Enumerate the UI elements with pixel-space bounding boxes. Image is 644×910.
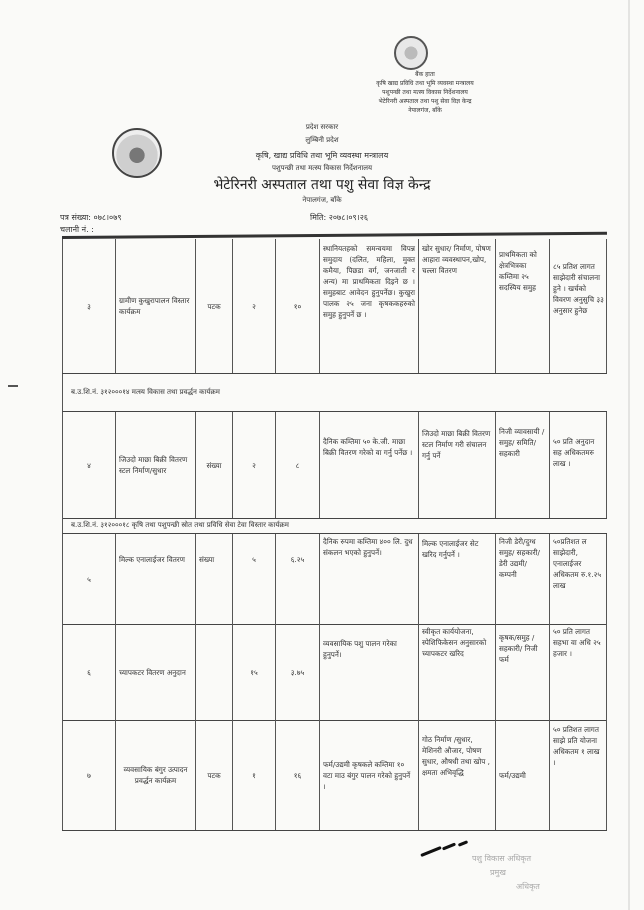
beneficiary: कृषक/समुह /सहकारी/ निजी फर्म	[495, 624, 549, 720]
seal-emblem-icon	[394, 36, 428, 70]
right-border	[606, 412, 607, 518]
office-seal	[330, 36, 520, 120]
budget: १६	[275, 720, 319, 830]
unit: पटक	[195, 720, 232, 830]
criteria: फर्म/उद्यमी कृषकले कम्तिमा १० वटा माउ बंगुर पालन गरेको हुनुपर्ने ।	[319, 720, 418, 830]
signature-stroke	[442, 842, 456, 850]
unit	[195, 624, 232, 720]
activity: मिल्क एनालाईजर सेट खरिद गर्नुपर्ने ।	[418, 534, 495, 624]
beneficiary: निजी व्यावसायी /समुह/ समिति/ सहकारी	[495, 412, 549, 518]
header-directorate: पशुपन्छी तथा मत्स्य विकास निर्देशनालय	[271, 164, 373, 172]
letter-date: मिति: २०७८।०९।२६	[310, 213, 369, 222]
criteria: दैनिक रुपमा कम्तिमा ४०० लि. दुध संकलन भएको हुनुपर्ने।	[319, 534, 418, 624]
activity: गोठ निर्माण /सुधार, मेशिनरी औजार, पोषण सुधार, औषधी तथा खोप , क्षमता अभिवृद्धि	[418, 720, 495, 830]
quantity: २	[232, 412, 275, 518]
table-top-border	[62, 232, 607, 239]
remarks: ५० प्रति अनुदान सह अधिकतमरु लाख ।	[549, 412, 607, 518]
header-location: नेपालगंज, बाँके	[302, 196, 342, 204]
serial-number: ६	[62, 624, 115, 720]
serial-number: ४	[62, 412, 115, 518]
right-border	[606, 534, 607, 624]
signature-stroke	[458, 840, 468, 847]
budget-section-heading: ब.उ.शि.नं. ३१२०००१४ मत्स्य विकास तथा प्रवर्द्धन कार्यक्रम	[62, 374, 607, 412]
right-border	[606, 624, 607, 720]
program-name: ग्रामीण कुखुरापालन विस्तार कार्यक्रम	[115, 239, 195, 373]
budget-section-heading: ब.उ.शि.नं. ३१२०००१८ कृषि तथा पशुपन्छी स्रोत तथा प्रविधि सेवा टेवा विस्तार कार्यक्रम	[62, 518, 607, 534]
table-row	[62, 534, 607, 625]
margin-mark	[8, 385, 18, 387]
budget: ३.७५	[275, 624, 319, 720]
quantity: २	[232, 239, 275, 373]
quantity: ५	[232, 534, 275, 624]
unit: संख्या	[195, 412, 232, 518]
program-name: मिल्क एनालाईजर वितरण	[115, 534, 195, 624]
budget: १०	[275, 239, 319, 373]
quantity: १५	[232, 624, 275, 720]
seal-line: पशुपन्छी तथा मत्स्य विकास निर्देशनालय	[382, 89, 468, 96]
dispatch-number: चलानी नं. :	[60, 225, 94, 234]
signature-block	[420, 838, 590, 900]
signatory-role: अधिकृत	[516, 882, 540, 891]
signatory-designation: पशु विकास अधिकृत	[472, 854, 532, 863]
header-title: भेटेरिनरी अस्पताल तथा पशु सेवा विज्ञ केन्द्र	[213, 177, 431, 193]
serial-number: ७	[62, 720, 115, 830]
header-ministry: कृषि, खाद्य प्रविधि तथा भूमि व्यवस्था मन्त्रालय	[255, 151, 389, 160]
letter-number: पत्र संख्या: ०७८।०७९	[60, 213, 122, 222]
program-name: च्यापकटर वितरण अनुदान	[115, 624, 195, 720]
header-line-1: प्रदेश सरकार	[305, 123, 339, 131]
remarks: ५०प्रतिशत ल साझेदारी, एनालाईजर अधिकतम रु.१.२५ लाख	[549, 534, 607, 624]
seal-line: बैंक हाता	[415, 71, 435, 78]
criteria: व्यवसायिक पशु पालन गरेका हुनुपर्ने।	[319, 624, 418, 720]
criteria: दैनिक कम्तिमा ५० के.जी. माछा बिक्री वितरण गरेको वा गर्नु पर्नेछ ।	[319, 412, 418, 518]
activity: खोर सुधार/ निर्माण, पोषण आहारा व्यवस्थापन,खोप, चल्ला वितरण	[418, 239, 495, 373]
beneficiary: निजी डेरी/दुग्ध समुह/ सहकारी/डेरी उद्यमी/ कम्पनी	[495, 534, 549, 624]
criteria: स्थानियतहको समन्वयमा विपन्न समुदाय (दलित, महिला, मुक्त कमैया, पिछडा वर्ग, जनजाती र अन्य) मा प्राथमिकता दिइने छ ।समुहबाट आवेदन हुनुपर्नेछ। कुखुरा पालक २५ जना कृषककहरुको समुह हुनुपर्ने छ ।	[319, 239, 418, 373]
seal-line: नेपालगंज, बाँके	[408, 107, 442, 114]
budget: ८	[275, 412, 319, 518]
seal-line: भेटेरिनरी अस्पताल तथा पशु सेवा विज्ञ केन्द्र	[378, 98, 472, 105]
seal-line: कृषि खाद्य प्रविधि तथा भूमि व्यवस्था मन्त्रालय	[376, 80, 474, 87]
program-name: जिउदो माछा बिक्री वितरण स्टल निर्माण/सुधार	[115, 412, 195, 518]
header-line-2: लुम्बिनी प्रदेश	[305, 136, 339, 144]
signatory-title: प्रमुख	[490, 868, 506, 877]
table-row	[62, 624, 607, 721]
right-border	[606, 720, 607, 830]
activity: स्वीकृत कार्ययोजना, स्पेशिफिकेसन अनुसारको च्यापकटर खरिद	[418, 624, 495, 720]
table-row	[62, 239, 607, 374]
unit: पटक	[195, 239, 232, 373]
serial-number: ५	[62, 534, 115, 624]
activity: जिउदो माछा बिक्री वितरण स्टल निर्माण गरी संचालन गर्नु पर्ने	[418, 412, 495, 518]
right-border	[606, 239, 607, 373]
remarks: ५० प्रतिशत लागत साझे प्रति योजना अधिकतम १ लाख ।	[549, 720, 607, 830]
unit: संख्या	[195, 534, 232, 624]
quantity: १	[232, 720, 275, 830]
table-row	[62, 720, 607, 831]
program-name: व्यवसायिक बंगुर उत्पादन प्रवर्द्धन कार्यक्रम	[115, 720, 195, 830]
remarks: ८५ प्रतिश लागत साझेदारी संचालना हुने । खर्चको विवरण अनुसुचि ३३ अनुसार हुनेछ	[549, 239, 607, 373]
signature-stroke	[420, 846, 442, 857]
beneficiary: प्राथमिकता को क्षेत्रभित्रका कम्तिमा २५ सदस्यिय समुह	[495, 239, 549, 373]
budget: ६.२५	[275, 534, 319, 624]
beneficiary: फर्म/उद्यमी	[495, 720, 549, 830]
remarks: ५० प्रति लागत सहभा वा अधि २५ हजार ।	[549, 624, 607, 720]
table-row	[62, 412, 607, 519]
serial-number: ३	[62, 239, 115, 373]
